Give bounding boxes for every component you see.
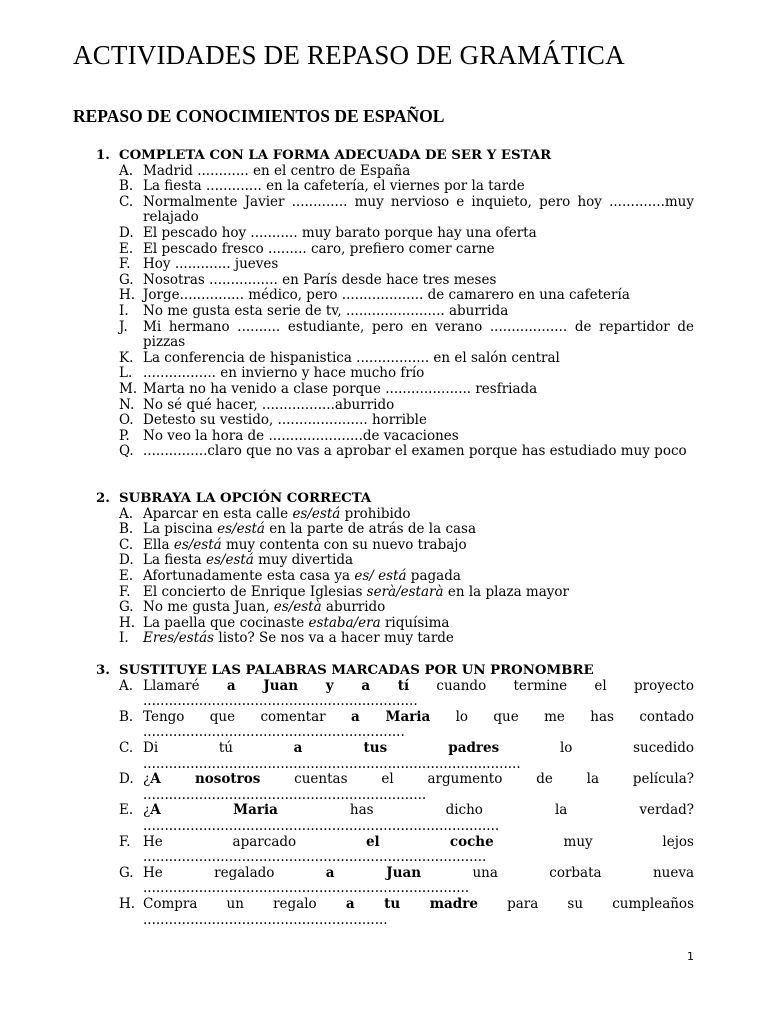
item-text: La fiesta ............. en la cafetería, el viernes por la tarde (143, 178, 525, 195)
item-letter: E. (119, 567, 134, 584)
item-letter: I. (119, 302, 129, 319)
item-text: ...............claro que no vas a aprobar el examen porque has estudiado muy poco (143, 443, 687, 460)
item-letter: F. (119, 583, 131, 600)
item-letter: E. (119, 240, 134, 257)
exercise-item (96, 444, 694, 460)
item-letter: A. (119, 677, 134, 694)
exercise-item (96, 507, 694, 523)
exercise-item (96, 553, 694, 569)
item-text: Marta no ha venido a clase porque .................... resfriada (143, 380, 538, 397)
section-title: SUSTITUYE LAS PALABRAS MARCADAS POR UN PRONOMBRE (119, 663, 594, 678)
item-letter: L. (119, 365, 133, 382)
exercise-item (96, 803, 694, 834)
item-letter: F. (119, 833, 131, 850)
section-3 (96, 663, 694, 928)
item-letter: F. (119, 256, 131, 273)
item-letter: C. (119, 739, 134, 756)
exercise-item (96, 710, 694, 741)
item-text: Di tú a tus padres lo sucedido ........................................................................................ (143, 739, 694, 772)
page-subtitle: REPASO DE CONOCIMIENTOS DE ESPAÑOL (73, 106, 445, 126)
section-2 (96, 491, 694, 647)
section-heading (96, 663, 694, 679)
exercise-item (96, 538, 694, 554)
item-letter: C. (119, 536, 134, 553)
exercise-item (96, 226, 694, 242)
exercise-item (96, 288, 694, 304)
section-1 (96, 148, 694, 460)
item-letter: C. (119, 193, 134, 210)
exercise-item (96, 195, 694, 226)
exercise-item (96, 600, 694, 616)
section-number: 2. (96, 491, 110, 506)
item-letter: P. (119, 427, 130, 444)
item-letter: G. (119, 599, 134, 616)
item-text: La piscina es/está en la parte de atrás de la casa (143, 521, 477, 538)
exercise-list (96, 679, 694, 929)
page-number: 1 (687, 950, 694, 963)
item-letter: K. (119, 349, 134, 366)
exercise-item (96, 569, 694, 585)
item-letter: B. (119, 521, 134, 538)
item-letter: H. (119, 614, 136, 631)
exercise-item (96, 585, 694, 601)
item-text: ¿A Maria has dicho la verdad? ................................................................................... (143, 802, 695, 834)
item-letter: B. (119, 708, 134, 725)
item-text: Detesto su vestido, ..................... horrible (143, 412, 427, 429)
item-text: Eres/estás listo? Se nos va a hacer muy tarde (143, 630, 454, 647)
item-text: Tengo que comentar a Maria lo que me has contado ............................................................. (143, 708, 694, 741)
exercise-item (96, 866, 694, 897)
section-title: COMPLETA CON LA FORMA ADECUADA DE SER Y ESTAR (119, 148, 552, 163)
item-text: ¿A nosotros cuentas el argumento de la película? .................................................................. (143, 771, 694, 803)
item-text: Mi hermano .......... estudiante, pero en verano .................. de repartidor de pizzas (143, 318, 694, 351)
item-text: Ella es/está muy contenta con su nuevo trabajo (143, 536, 467, 553)
item-letter: M. (119, 380, 138, 397)
exercise-item (96, 164, 694, 180)
exercise-item (96, 304, 694, 320)
item-text: Aparcar en esta calle es/está prohibido (143, 505, 411, 522)
item-letter: D. (119, 224, 134, 241)
item-letter: D. (119, 771, 134, 788)
item-letter: G. (119, 864, 134, 881)
exercise-item (96, 382, 694, 398)
exercise-list (96, 507, 694, 647)
item-letter: H. (119, 287, 136, 304)
item-text: No me gusta Juan, es/està aburrido (143, 599, 386, 616)
exercise-item (96, 273, 694, 289)
exercise-item (96, 429, 694, 445)
item-letter: N. (119, 396, 135, 413)
item-text: Llamaré a Juan y a tí cuando termine el proyecto ................................................................ (143, 677, 694, 710)
section-number: 1. (96, 148, 110, 163)
section-heading (96, 491, 694, 507)
section-number: 3. (96, 663, 110, 678)
exercise-item (96, 351, 694, 367)
exercise-item (96, 741, 694, 772)
item-text: El concierto de Enrique Iglesias serà/estarà en la plaza mayor (143, 583, 569, 600)
page-title: ACTIVIDADES DE REPASO DE GRAMÁTICA (73, 40, 625, 70)
item-text: Madrid ............ en el centro de España (143, 162, 411, 179)
exercise-item (96, 772, 694, 803)
exercise-item (96, 242, 694, 258)
item-text: No veo la hora de ......................de vacaciones (143, 427, 459, 444)
item-text: Afortunadamente esta casa ya es/ está pagada (143, 567, 461, 584)
item-text: No me gusta esta serie de tv, ....................... aburrida (143, 302, 509, 319)
exercise-item (96, 179, 694, 195)
exercise-item (96, 522, 694, 538)
section-heading (96, 148, 694, 164)
item-letter: I. (119, 630, 129, 647)
item-text: Hoy ............. jueves (143, 256, 279, 273)
item-text: La paella que cocinaste estaba/era riquísima (143, 614, 450, 631)
exercise-item (96, 413, 694, 429)
exercise-item (96, 631, 694, 647)
exercise-item (96, 679, 694, 710)
item-letter: E. (119, 802, 134, 819)
exercise-item (96, 835, 694, 866)
item-letter: D. (119, 552, 134, 569)
item-letter: G. (119, 271, 134, 288)
item-letter: O. (119, 412, 134, 429)
exercise-item (96, 897, 694, 928)
item-text: La conferencia de hispanistica ................. en el salón central (143, 349, 560, 366)
item-letter: A. (119, 505, 134, 522)
exercise-item (96, 616, 694, 632)
item-text: ................. en invierno y hace mucho frío (143, 365, 425, 382)
exercise-item (96, 398, 694, 414)
item-text: Normalmente Javier ............. muy nervioso e inquieto, pero hoy .............muy relajado (143, 193, 694, 226)
item-letter: H. (119, 895, 136, 912)
exercise-item (96, 257, 694, 273)
item-text: El pescado fresco ......... caro, prefiero comer carne (143, 240, 495, 257)
item-text: Nosotras ................ en París desde hace tres meses (143, 271, 497, 288)
item-letter: J. (119, 318, 128, 335)
exercise-item (96, 366, 694, 382)
exercise-list (96, 164, 694, 460)
item-letter: Q. (119, 443, 134, 460)
item-text: Compra un regalo a tu madre para su cumpleaños ......................................................... (143, 895, 694, 928)
item-letter: A. (119, 162, 134, 179)
section-title: SUBRAYA LA OPCIÓN CORRECTA (119, 491, 372, 506)
item-letter: B. (119, 178, 134, 195)
item-text: He aparcado el coche muy lejos ................................................................................ (143, 833, 694, 866)
exercise-item (96, 320, 694, 351)
item-text: He regalado a Juan una corbata nueva ............................................................................ (143, 864, 694, 897)
item-text: No sé qué hacer, .................aburrido (143, 396, 395, 413)
item-text: El pescado hoy ........... muy barato porque hay una oferta (143, 224, 537, 241)
item-text: Jorge............... médico, pero ................... de camarero en una cafetería (143, 287, 630, 304)
item-text: La fiesta es/está muy divertida (143, 552, 354, 569)
